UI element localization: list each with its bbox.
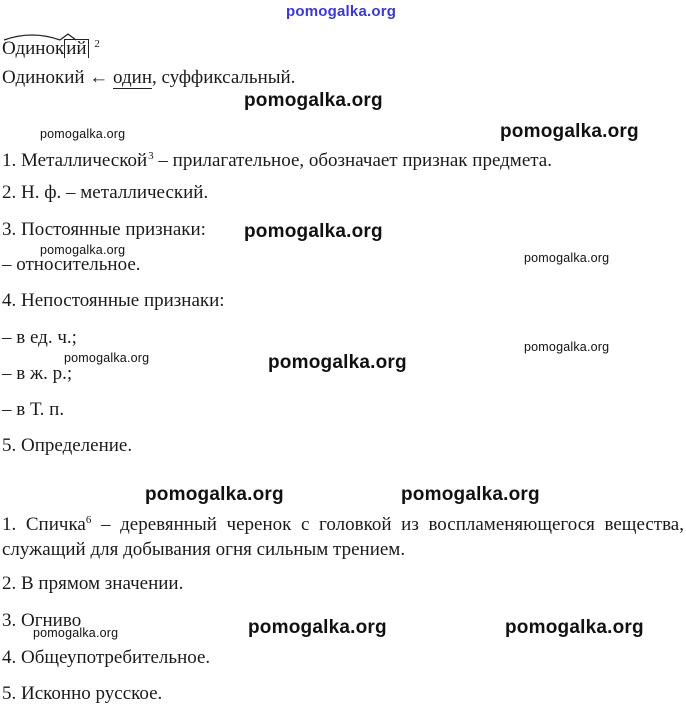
ending-box: ий bbox=[66, 38, 87, 59]
watermark-top: pomogalka.org bbox=[286, 3, 397, 20]
derivation-arrow: ← bbox=[89, 67, 109, 88]
root-word: один bbox=[113, 67, 153, 88]
adjective-line-3: 3. Постоянные признаки: bbox=[2, 219, 206, 240]
watermark: pomogalka.org bbox=[268, 352, 407, 373]
morph-word-stem bbox=[2, 38, 64, 59]
analysis-word: Одинокий bbox=[2, 67, 85, 88]
adjective-line-2: 2. Н. ф. – металлический. bbox=[2, 182, 209, 203]
footnote-mark: 6 bbox=[85, 514, 92, 526]
watermark: pomogalka.org bbox=[500, 121, 639, 142]
watermark: pomogalka.org bbox=[401, 484, 540, 505]
lexical-line-1 bbox=[2, 508, 684, 562]
lexical-line-3: 3. Огниво bbox=[2, 610, 82, 631]
root-arc-icon bbox=[2, 31, 102, 41]
watermark: pomogalka.org bbox=[244, 221, 383, 242]
lexical-definition: – деревянный черенок с головкой из воспламеняющегося вещества, служащий для добывания огня сильным трением. bbox=[2, 514, 684, 560]
watermark: pomogalka.org bbox=[40, 127, 126, 141]
lexical-line-5: 5. Исконно русское. bbox=[2, 683, 163, 704]
watermark: pomogalka.org bbox=[33, 626, 119, 640]
adjective-line-9: 5. Определение. bbox=[2, 435, 133, 456]
watermark: pomogalka.org bbox=[524, 340, 610, 354]
adjective-line-5: 4. Непостоянные признаки: bbox=[2, 290, 225, 311]
morph-word-line bbox=[2, 33, 100, 60]
adjective-word: 1. Металлической bbox=[2, 150, 148, 171]
footnote-mark: 3 bbox=[148, 150, 154, 162]
adjective-line-4: – относительное. bbox=[2, 254, 141, 275]
watermark: pomogalka.org bbox=[145, 484, 284, 505]
word-stem: Одинок bbox=[2, 38, 65, 59]
watermark: pomogalka.org bbox=[40, 243, 126, 257]
adjective-line-6: – в ед. ч.; bbox=[2, 327, 77, 348]
adjective-line-1 bbox=[2, 145, 552, 172]
watermark: pomogalka.org bbox=[64, 351, 150, 365]
formation-method: , суффиксальный. bbox=[152, 67, 296, 88]
watermark: pomogalka.org bbox=[505, 617, 644, 638]
lexical-line-4: 4. Общеупотребительное. bbox=[2, 647, 211, 668]
footnote-mark: 2 bbox=[94, 38, 100, 50]
morph-analysis-line bbox=[2, 67, 295, 89]
watermark: pomogalka.org bbox=[248, 617, 387, 638]
adjective-line-8: – в Т. п. bbox=[2, 399, 65, 420]
lexical-word: 1. Спичка bbox=[2, 514, 86, 535]
watermark: pomogalka.org bbox=[244, 90, 383, 111]
lexical-line-2: 2. В прямом значении. bbox=[2, 573, 184, 594]
adjective-desc: – прилагательное, обозначает признак предмета. bbox=[153, 150, 552, 171]
adjective-line-7: – в ж. р.; bbox=[2, 363, 73, 384]
watermark: pomogalka.org bbox=[524, 251, 610, 265]
